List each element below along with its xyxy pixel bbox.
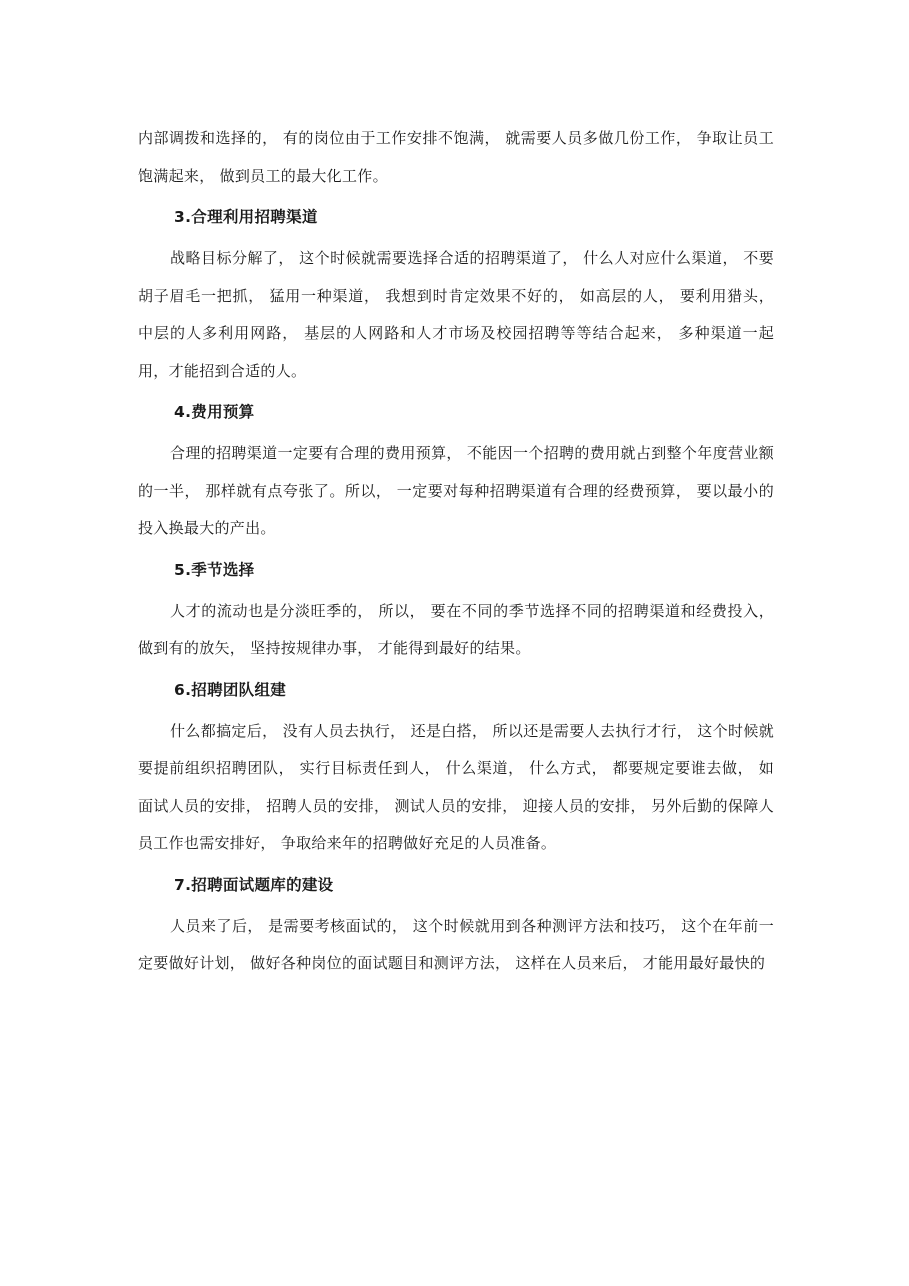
paragraph-section-3: 战略目标分解了， 这个时候就需要选择合适的招聘渠道了， 什么人对应什么渠道， 不要胡子眉毛一把抓， 猛用一种渠道， 我想到时肯定效果不好的， 如高层的人， 要利用猎头， 中层的人多利用网路， 基层的人网路和人才市场及校园招聘等等结合起来， 多种渠道一起用，才能招到合适的人。 <box>138 249 774 380</box>
document-body <box>138 120 774 983</box>
paragraph-section-7: 人员来了后， 是需要考核面试的， 这个时候就用到各种测评方法和技巧， 这个在年前一定要做好计划， 做好各种岗位的面试题目和测评方法， 这样在人员来后， 才能用最好最快的 <box>138 916 774 972</box>
paragraph-section-5: 人才的流动也是分淡旺季的， 所以， 要在不同的季节选择不同的招聘渠道和经费投入，做到有的放矢， 坚持按规律办事， 才能得到最好的结果。 <box>138 601 774 657</box>
section-heading-5: 5.季节选择 <box>174 560 255 579</box>
paragraph-section-6: 什么都搞定后， 没有人员去执行， 还是白搭， 所以还是需要人去执行才行， 这个时候就要提前组织招聘团队， 实行目标责任到人， 什么渠道， 什么方式， 都要规定要谁去做， 如面试人员的安排， 招聘人员的安排， 测试人员的安排， 迎接人员的安排， 另外后勤的保障人员工作也需安排好， 争取给来年的招聘做好充足的人员准备。 <box>138 721 774 852</box>
section-heading-6: 6.招聘团队组建 <box>174 680 287 699</box>
section-heading-3: 3.合理利用招聘渠道 <box>174 208 318 226</box>
section-heading-7: 7.招聘面试题库的建设 <box>174 875 334 894</box>
paragraph-intro: 内部调拨和选择的， 有的岗位由于工作安排不饱满， 就需要人员多做几份工作， 争取让员工饱满起来， 做到员工的最大化工作。 <box>138 129 774 185</box>
section-heading-4: 4.费用预算 <box>174 403 255 421</box>
paragraph-section-4: 合理的招聘渠道一定要有合理的费用预算， 不能因一个招聘的费用就占到整个年度营业额的一半， 那样就有点夸张了。所以， 一定要对每种招聘渠道有合理的经费预算， 要以最小的投入换最大的产出。 <box>138 444 774 537</box>
